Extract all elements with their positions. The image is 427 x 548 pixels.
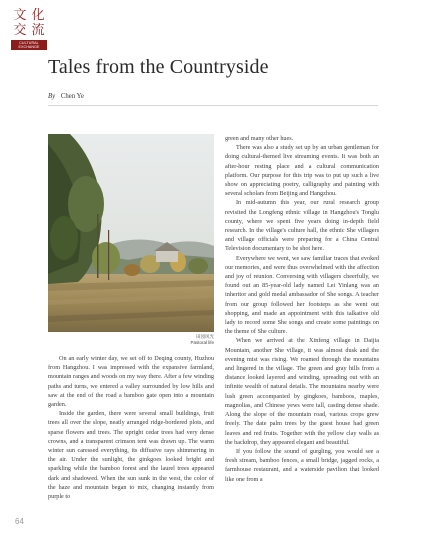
logo-subtitle: CULTURAL EXCHANGE (11, 40, 47, 50)
paragraph-continuation: green and many other hues. (225, 135, 294, 142)
logo-char: 流 (31, 23, 45, 38)
logo-char: 交 (13, 23, 27, 38)
paragraph: If you follow the sound of gurgling, you would see a fresh stream, bamboo fences, a small bridge, jagged rocks, a farmhouse restaurant, and a waterside pavilion that looked like one from a (225, 447, 379, 483)
countryside-photo (48, 134, 214, 332)
page-number: 64 (15, 517, 24, 526)
logo-char: 化 (31, 8, 45, 23)
paragraph: When we arrived at the Xinfeng village in Daijia Mountain, another She village, it was almost dusk and the evening mist was rising. We roamed through the mountains and lingered in the village. The green and gray hills from a distance looked layered and winding, spreading out with an infinite wealth of natural details. The mountains nearby were lush green accompanied by gingkoes, bamboos, maples, magnolias, and Chinese yews were tall, casting dense shade. Along the slope of the mountain road, various crops grew freely. The date palm trees by the guest house had green leaves and red fruits. Together with the yellow clay walls as the backdrop, they appeared elegant and beautiful. (225, 337, 379, 446)
magazine-logo (11, 8, 49, 48)
left-column (48, 354, 214, 501)
author-name: Chen Ye (60, 93, 84, 100)
right-column (225, 134, 379, 484)
logo-char: 文 (13, 8, 27, 23)
caption-english: Pastoral life (190, 340, 214, 345)
byline (48, 93, 84, 100)
article-title: Tales from the Countryside (48, 56, 269, 78)
caption-chinese: 田园风光 (196, 334, 214, 339)
paragraph: There was also a study set up by an urban gentleman for doing cultural-themed live streaming events. It was both an after-hour resting place and a cultural communication platform. Our purpose for this trip was to put up such a live show on appreciating poetry, calligraphy and painting with several scholars from Beijing and Hangzhou. (225, 144, 379, 198)
photo-caption (190, 334, 214, 346)
logo-characters (11, 8, 47, 38)
paragraph: Inside the garden, there were several small buildings, fruit trees all over the slope, neatly arranged ridge-bordered plots, and sparse flowers and trees. The upright cedar trees had very dense crowns, and a transparent crimson tent was drawn up. The warm winter sun caressed everything, its diffusive rays shimmering in the air. Under the sunlight, the ginkgoes looked bright and sparkling while the bamboo forest and the laurel trees appeared dark and shadowed. When the sun sunk in the west, the color of the haze and mountain began to mix, changing instantly from purple to (48, 410, 214, 501)
paragraph: On an early winter day, we set off to Deqing county, Huzhou from Hangzhou. I was impressed with the expansive farmland, mountain ranges and woods on my way there. After a few winding paths and turns, we entered a valley surrounded by low hills and saw at the end of the road a bamboo gate open into a mountain garden. (48, 355, 214, 409)
paragraph: In mid-autumn this year, our rural research group revisited the Longfeng ethnic village in Hangzhou's Tonglu county, where we spent five years doing in-depth field research. In the village's culture hall, the ethnic She villagers and village officials were preparing for a China Central Television documentary to be shot here. (225, 199, 379, 253)
title-divider (48, 105, 378, 106)
byline-by: By (48, 93, 56, 100)
paragraph: Everywhere we went, we saw familiar traces that evoked our memories, and were thus overwhelmed with the affection and joy of reunion. Conversing with villagers cheerfully, we found out an 85-year-old lady named Lei Yinlang was an inheritor and gold medal ambassador of She songs. A teacher from our group followed her footsteps as she went out shopping, and made an appointment with this talkative old lady to record some She songs and create some paintings on the theme of She culture. (225, 254, 379, 336)
